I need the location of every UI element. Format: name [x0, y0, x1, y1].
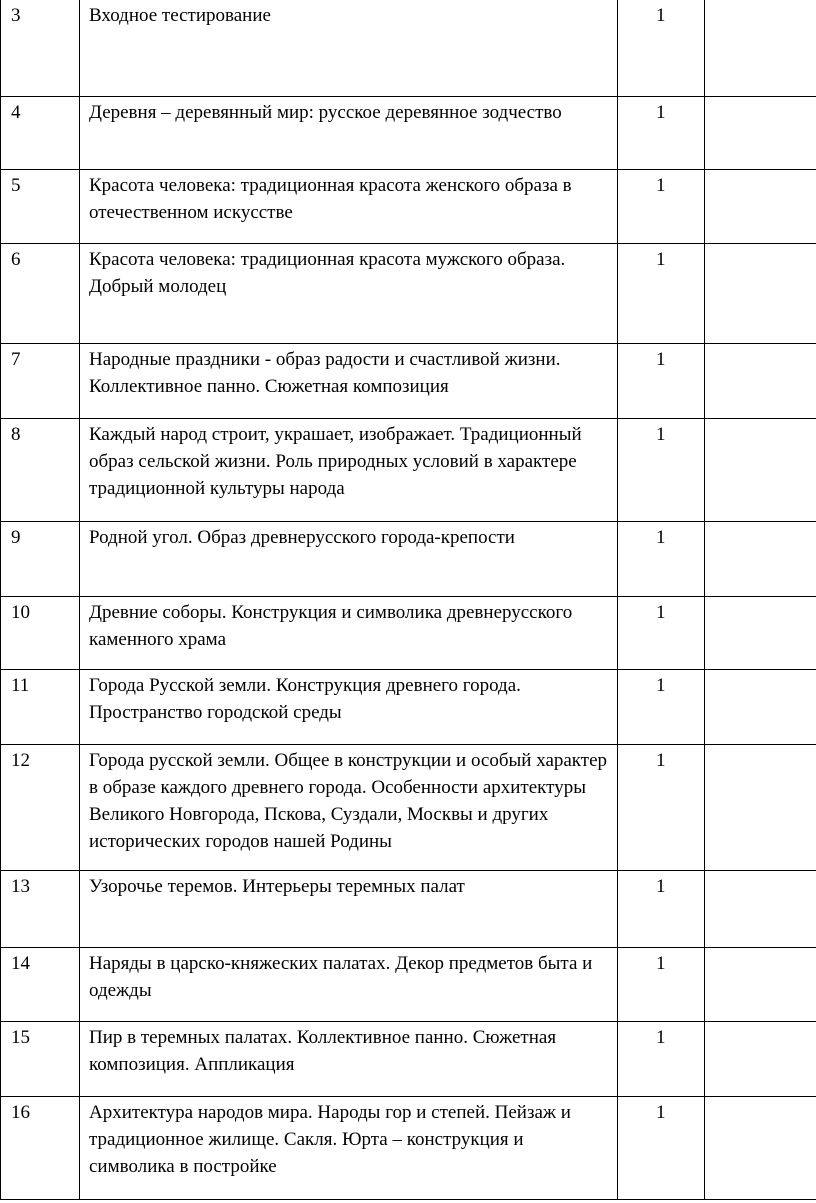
table-row	[1, 344, 816, 419]
lesson-number: 13	[1, 871, 80, 948]
lesson-hours: 1	[618, 344, 705, 419]
lesson-number: 3	[1, 0, 80, 97]
lesson-date	[705, 170, 816, 244]
lesson-topic: Каждый народ строит, украшает, изображает. Традиционный образ сельской жизни. Роль природных условий в характере традиционной культуры народа	[80, 419, 618, 522]
table-row	[1, 0, 816, 97]
table-row	[1, 1097, 816, 1200]
lesson-hours: 1	[618, 244, 705, 344]
table-row	[1, 522, 816, 597]
lesson-date	[705, 522, 816, 597]
lesson-date	[705, 745, 816, 871]
lesson-date	[705, 419, 816, 522]
lesson-date	[705, 244, 816, 344]
lesson-number: 4	[1, 97, 80, 170]
lesson-topic: Города Русской земли. Конструкция древнего города. Пространство городской среды	[80, 670, 618, 745]
lesson-number: 12	[1, 745, 80, 871]
lesson-topic: Народные праздники - образ радости и счастливой жизни. Коллективное панно. Сюжетная композиция	[80, 344, 618, 419]
lesson-topic: Родной угол. Образ древнерусского города-крепости	[80, 522, 618, 597]
lesson-hours: 1	[618, 745, 705, 871]
lesson-date	[705, 597, 816, 670]
lesson-topic: Древние соборы. Конструкция и символика древнерусского каменного храма	[80, 597, 618, 670]
lesson-hours: 1	[618, 948, 705, 1022]
table-row	[1, 597, 816, 670]
table-row	[1, 670, 816, 745]
lesson-topic: Архитектура народов мира. Народы гор и степей. Пейзаж и традиционное жилище. Сакля. Юрта – конструкция и символика в постройке	[80, 1097, 618, 1200]
lesson-topic: Узорочье теремов. Интерьеры теремных палат	[80, 871, 618, 948]
lesson-hours: 1	[618, 419, 705, 522]
lesson-date	[705, 871, 816, 948]
lesson-date	[705, 1022, 816, 1097]
lesson-topic: Входное тестирование	[80, 0, 618, 97]
table-row	[1, 97, 816, 170]
table-row	[1, 1022, 816, 1097]
lesson-date	[705, 1097, 816, 1200]
lesson-number: 16	[1, 1097, 80, 1200]
lesson-topic: Города русской земли. Общее в конструкции и особый характер в образе каждого древнего города. Особенности архитектуры Великого Новгорода, Пскова, Суздали, Москвы и других исторических городов нашей Родины	[80, 745, 618, 871]
lesson-date	[705, 670, 816, 745]
lesson-topic: Пир в теремных палатах. Коллективное панно. Сюжетная композиция. Аппликация	[80, 1022, 618, 1097]
lesson-topic: Красота человека: традиционная красота женского образа в отечественном искусстве	[80, 170, 618, 244]
lesson-date	[705, 344, 816, 419]
lesson-date	[705, 0, 816, 97]
lesson-number: 11	[1, 670, 80, 745]
lesson-number: 7	[1, 344, 80, 419]
lesson-hours: 1	[618, 1097, 705, 1200]
lesson-hours: 1	[618, 871, 705, 948]
lesson-hours: 1	[618, 97, 705, 170]
lesson-number: 8	[1, 419, 80, 522]
table-row	[1, 170, 816, 244]
lesson-number: 5	[1, 170, 80, 244]
table-row	[1, 244, 816, 344]
table-row	[1, 419, 816, 522]
lesson-number: 6	[1, 244, 80, 344]
lesson-topic: Наряды в царско-княжеских палатах. Декор предметов быта и одежды	[80, 948, 618, 1022]
lesson-hours: 1	[618, 170, 705, 244]
lesson-hours: 1	[618, 0, 705, 97]
table-row	[1, 745, 816, 871]
lesson-topic: Деревня – деревянный мир: русское деревянное зодчество	[80, 97, 618, 170]
table-row	[1, 871, 816, 948]
lesson-number: 9	[1, 522, 80, 597]
lesson-topic: Красота человека: традиционная красота мужского образа. Добрый молодец	[80, 244, 618, 344]
lesson-date	[705, 97, 816, 170]
lesson-number: 15	[1, 1022, 80, 1097]
lesson-number: 10	[1, 597, 80, 670]
lesson-number: 14	[1, 948, 80, 1022]
lesson-hours: 1	[618, 1022, 705, 1097]
table-row	[1, 948, 816, 1022]
lesson-hours: 1	[618, 597, 705, 670]
lesson-hours: 1	[618, 522, 705, 597]
lesson-date	[705, 948, 816, 1022]
lesson-hours: 1	[618, 670, 705, 745]
